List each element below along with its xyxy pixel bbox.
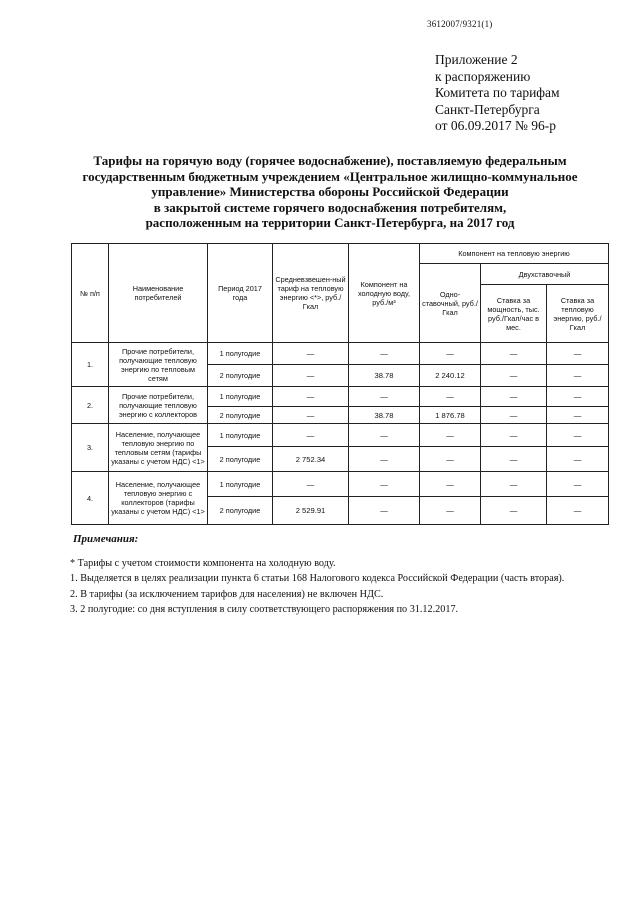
cold-water-cell: — <box>349 343 420 365</box>
power-rate-cell: — <box>481 447 547 472</box>
avg-tariff-cell: — <box>273 472 349 497</box>
row-num: 1. <box>72 343 109 387</box>
avg-tariff-cell: — <box>273 407 349 424</box>
one-rate-cell: 1 876.78 <box>420 407 481 424</box>
row-num: 4. <box>72 472 109 525</box>
row-num: 2. <box>72 387 109 424</box>
energy-rate-cell: — <box>547 472 609 497</box>
table-row <box>72 387 609 407</box>
note-item: 3. 2 полугодие: со дня вступления в силу соответствующего распоряжения по 31.12.2017. <box>70 603 459 615</box>
period-cell: 2 полугодие <box>208 447 273 472</box>
header-avg-tariff: Средневзвешен-ный тариф на тепловую энергию <*>, руб./Гкал <box>273 244 349 343</box>
power-rate-cell: — <box>481 472 547 497</box>
power-rate-cell: — <box>481 497 547 525</box>
one-rate-cell: — <box>420 447 481 472</box>
avg-tariff-cell: — <box>273 365 349 387</box>
header-energy-rate: Ставка за тепловую энергию, руб./Гкал <box>547 285 609 343</box>
header-two-rate: Двухставочный <box>481 264 609 285</box>
period-cell: 1 полугодие <box>208 424 273 447</box>
power-rate-cell: — <box>481 387 547 407</box>
one-rate-cell: — <box>420 387 481 407</box>
avg-tariff-cell: — <box>273 387 349 407</box>
cold-water-cell: — <box>349 497 420 525</box>
cold-water-cell: — <box>349 387 420 407</box>
avg-tariff-cell: 2 752.34 <box>273 447 349 472</box>
one-rate-cell: 2 240.12 <box>420 365 481 387</box>
cold-water-cell: — <box>349 472 420 497</box>
appendix-block <box>435 52 560 135</box>
header-num: № п/п <box>72 244 109 343</box>
one-rate-cell: — <box>420 472 481 497</box>
cold-water-cell: — <box>349 424 420 447</box>
consumer-name: Прочие потребители, получающие тепловую энергию по тепловым сетям <box>109 343 208 387</box>
title-line: управление» Министерства обороны Российской Федерации <box>151 184 509 200</box>
header-heat-component: Компонент на тепловую энергию <box>420 244 609 264</box>
table-row <box>72 343 609 365</box>
energy-rate-cell: — <box>547 343 609 365</box>
energy-rate-cell: — <box>547 365 609 387</box>
notes-list <box>70 556 564 617</box>
period-cell: 1 полугодие <box>208 343 273 365</box>
note-item: 2. В тарифы (за исключением тарифов для населения) не включен НДС. <box>70 588 384 600</box>
energy-rate-cell: — <box>547 424 609 447</box>
header-cold-water: Компонент на холодную воду, руб./м³ <box>349 244 420 343</box>
period-cell: 1 полугодие <box>208 472 273 497</box>
power-rate-cell: — <box>481 424 547 447</box>
period-cell: 1 полугодие <box>208 387 273 407</box>
notes-heading: Примечания: <box>73 533 139 545</box>
cold-water-cell: 38.78 <box>349 365 420 387</box>
header-power-rate: Ставка за мощность, тыс. руб./Гкал/час в мес. <box>481 285 547 343</box>
title-line: в закрытой системе горячего водоснабжения потребителям, <box>153 199 507 215</box>
power-rate-cell: — <box>481 365 547 387</box>
period-cell: 2 полугодие <box>208 365 273 387</box>
period-cell: 2 полугодие <box>208 497 273 525</box>
one-rate-cell: — <box>420 343 481 365</box>
period-cell: 2 полугодие <box>208 407 273 424</box>
appendix-line: Санкт-Петербурга <box>435 101 540 117</box>
appendix-line: Приложение 2 <box>435 52 518 67</box>
appendix-line: от 06.09.2017 № 96-р <box>435 118 556 133</box>
header-name: Наименование потребителей <box>109 244 208 343</box>
table-header-row <box>72 244 609 264</box>
consumer-name: Население, получающее тепловую энергию по тепловым сетям (тарифы указаны с учетом НДС) <1> <box>109 424 208 472</box>
energy-rate-cell: — <box>547 407 609 424</box>
title-line: Тарифы на горячую воду (горячее водоснабжение), поставляемую федеральным <box>93 153 567 168</box>
cold-water-cell: 38.78 <box>349 407 420 424</box>
power-rate-cell: — <box>481 407 547 424</box>
title-line: государственным бюджетным учреждением «Центральное жилищно-коммунальное <box>82 168 578 184</box>
one-rate-cell: — <box>420 424 481 447</box>
note-item: 1. Выделяется в целях реализации пункта 6 статьи 168 Налогового кодекса Российской Федерации (часть вторая). <box>70 573 565 585</box>
appendix-line: к распоряжению <box>435 68 531 84</box>
row-num: 3. <box>72 424 109 472</box>
tariff-table <box>71 243 609 525</box>
header-period: Период 2017 года <box>208 244 273 343</box>
energy-rate-cell: — <box>547 497 609 525</box>
title-line: расположенным на территории Санкт-Петербурга, на 2017 год <box>145 215 515 231</box>
consumer-name: Население, получающее тепловую энергию с коллекторов (тарифы указаны с учетом НДС) <1> <box>109 472 208 525</box>
avg-tariff-cell: — <box>273 343 349 365</box>
note-item: * Тарифы с учетом стоимости компонента на холодную воду. <box>70 558 336 569</box>
consumer-name: Прочие потребители, получающие тепловую энергию с коллекторов <box>109 387 208 424</box>
energy-rate-cell: — <box>547 447 609 472</box>
document-id: 3612007/9321(1) <box>427 19 493 29</box>
avg-tariff-cell: — <box>273 424 349 447</box>
header-one-rate: Одно-ставочный, руб./Гкал <box>420 264 481 343</box>
appendix-line: Комитета по тарифам <box>435 85 560 100</box>
power-rate-cell: — <box>481 343 547 365</box>
document-title <box>80 153 580 231</box>
avg-tariff-cell: 2 529.91 <box>273 497 349 525</box>
one-rate-cell: — <box>420 497 481 525</box>
cold-water-cell: — <box>349 447 420 472</box>
energy-rate-cell: — <box>547 387 609 407</box>
table-row <box>72 472 609 497</box>
table-row <box>72 424 609 447</box>
